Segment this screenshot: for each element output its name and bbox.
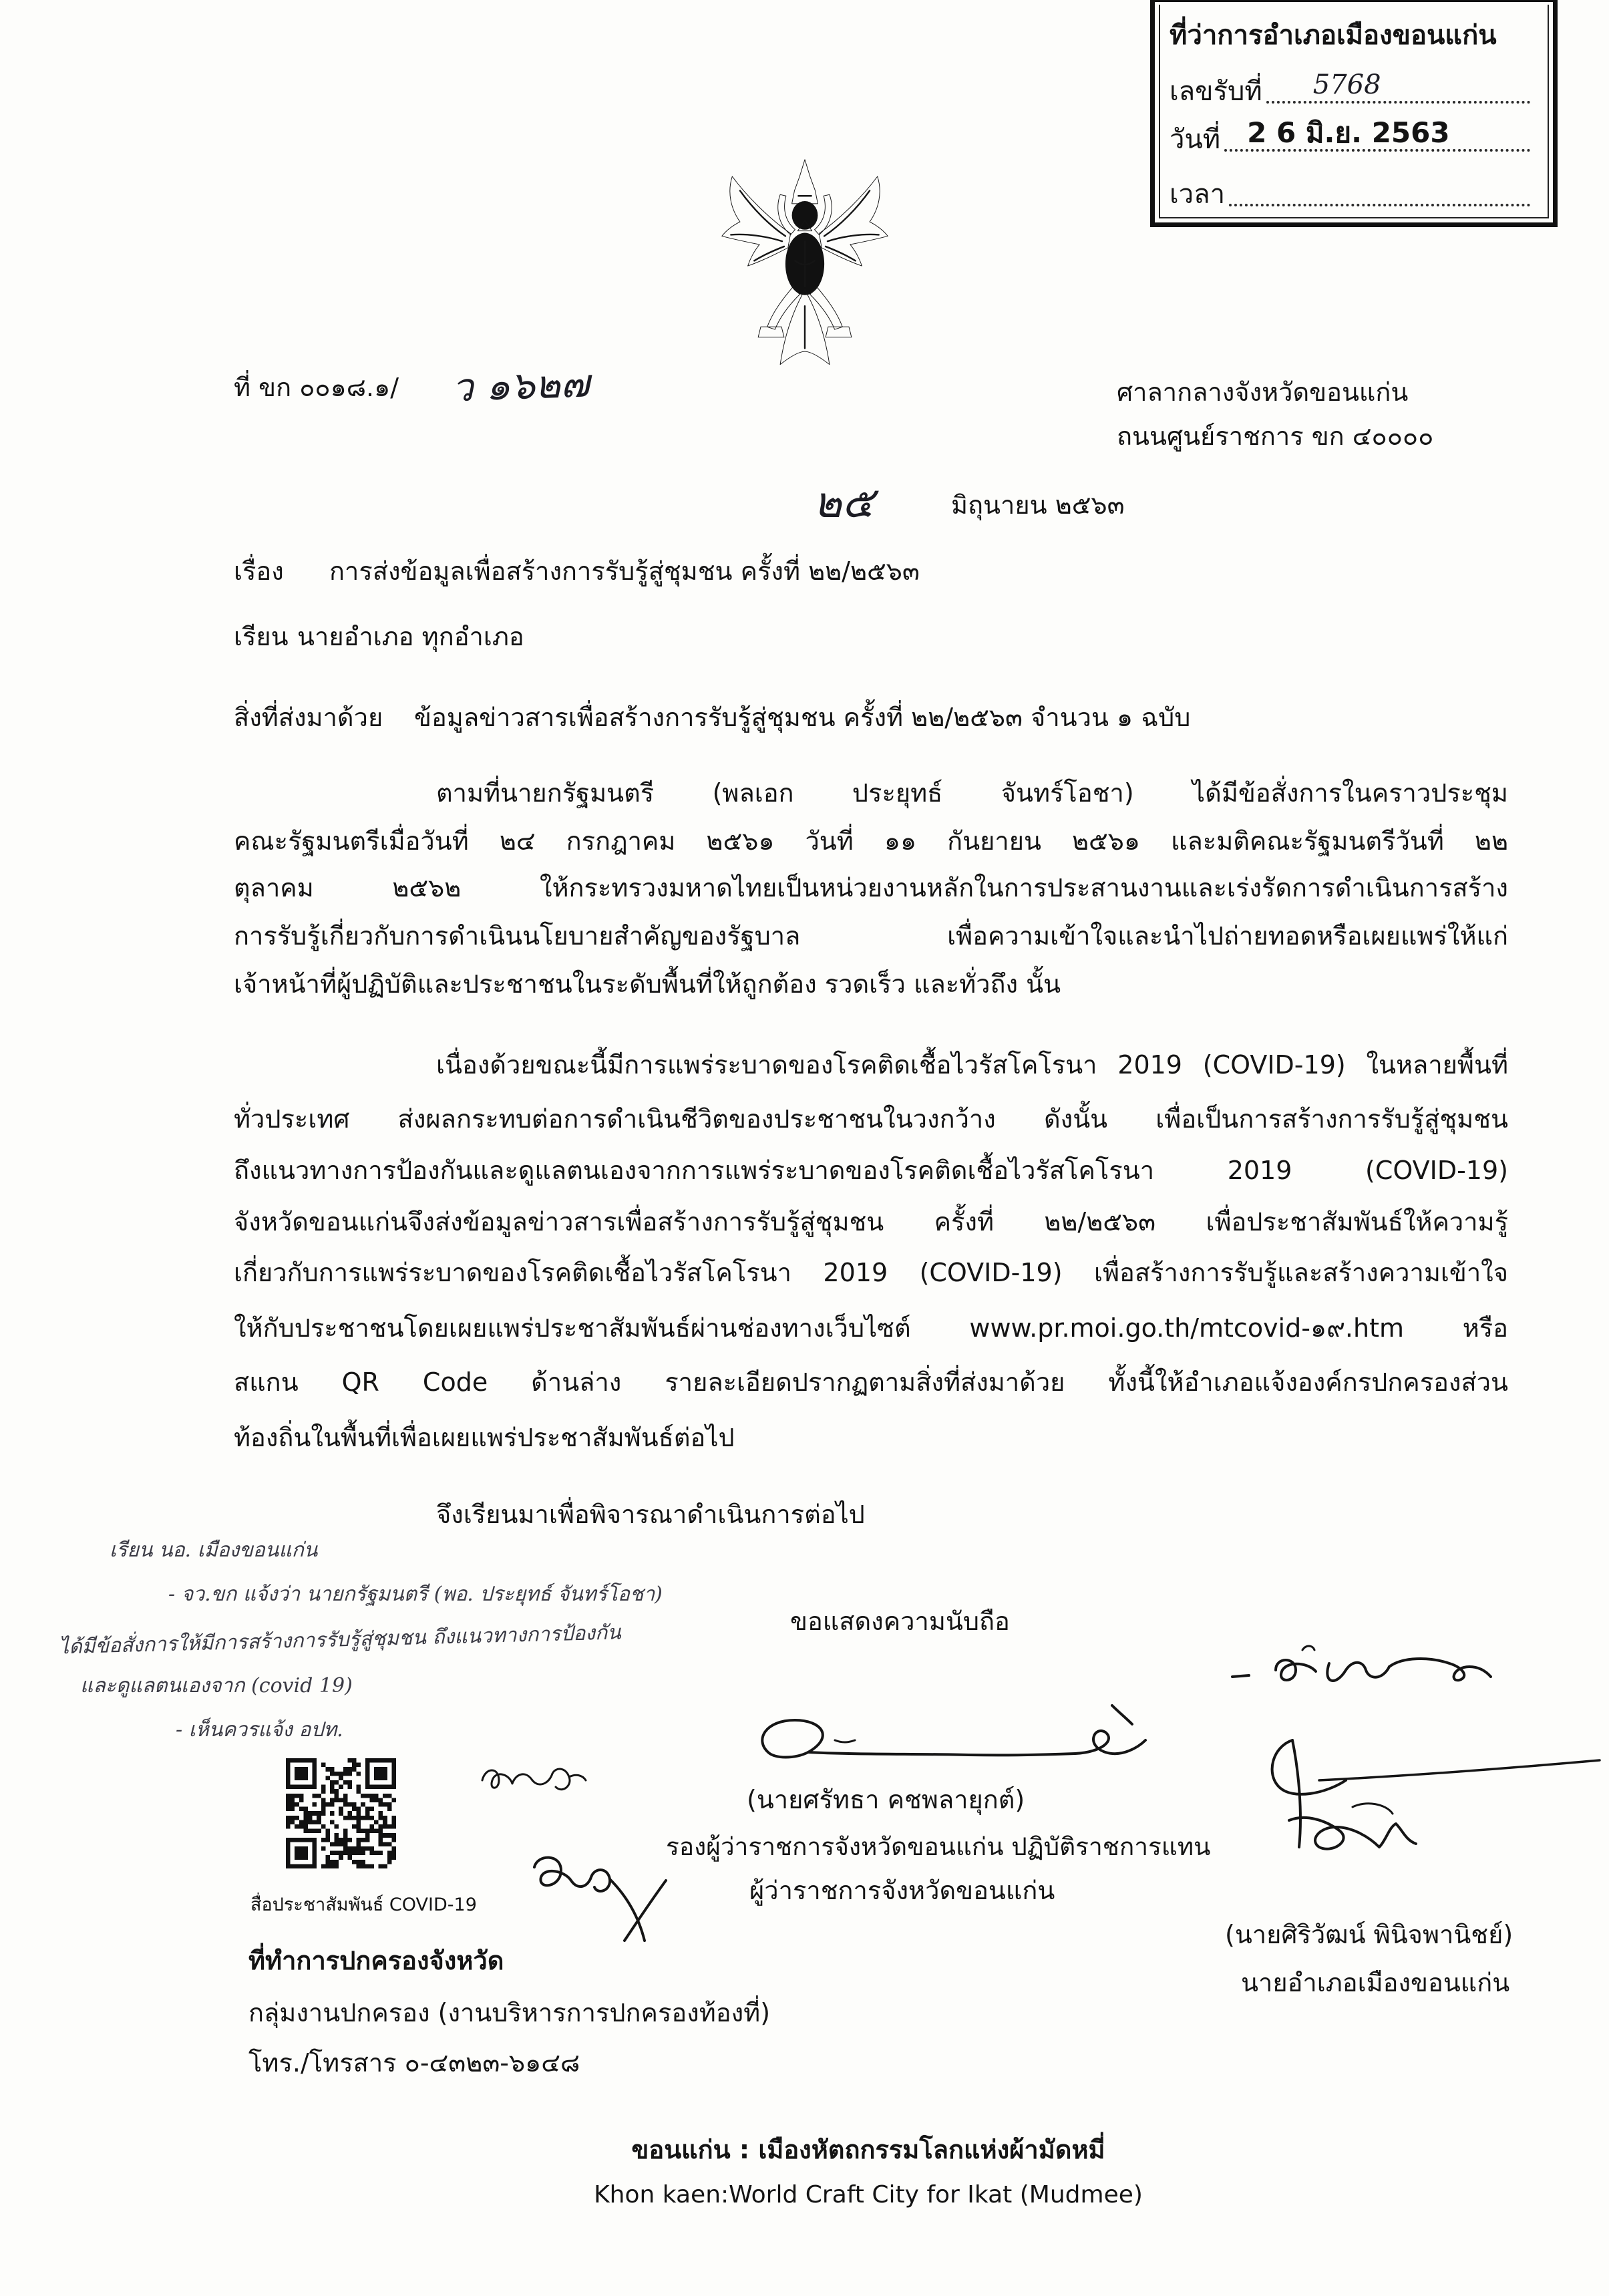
receipt-stamp — [1150, 0, 1558, 227]
footer-slogan-thai: ขอนแก่น : เมืองหัตถกรรมโลกแห่งผ้ามัดหมี่ — [631, 2135, 1105, 2164]
paragraph-2-line: เนื่องด้วยขณะนี้มีการแพร่ระบาดของโรคติดเชื้อไวรัสโคโรนา 2019 (COVID-19) ในหลายพื้นที่ — [436, 1050, 1508, 1080]
stamp-office-text: ที่ว่าการอำเภอเมืองขอนแก่น — [1170, 20, 1497, 51]
paragraph-1-line: การรับรู้เกี่ยวกับการดำเนินนโยบายสำคัญของรัฐบาล เพื่อความเข้าใจและนำไปถ่ายทอดหรือเผยแพร่ให้แก่ — [234, 921, 1508, 951]
paragraph-1-line: ตุลาคม ๒๕๖๒ ให้กระทรวงมหาดไทยเป็นหน่วยงานหลักในการประสานงานและเร่งรัดการดำเนินการสร้าง — [234, 873, 1508, 903]
subject-text: การส่งข้อมูลเพื่อสร้างการรับรู้สู่ชุมชน ครั้งที่ ๒๒/๒๕๖๓ — [329, 556, 920, 586]
date-month-year: มิถุนายน ๒๕๖๓ — [951, 490, 1125, 520]
date-day-handwritten: ๒๕ — [814, 478, 874, 528]
signoff: ขอแสดงความนับถือ — [790, 1607, 1010, 1636]
reference-handwritten: ว ๑๖๒๗ — [450, 360, 590, 411]
footer-slogan-english: Khon kaen:World Craft City for Ikat (Mudmee) — [594, 2181, 1143, 2208]
signer-title-line-2: ผู้ว่าราชการจังหวัดขอนแก่น — [749, 1876, 1055, 1905]
address-line-1: ศาลากลางจังหวัดขอนแก่น — [1117, 377, 1409, 407]
stamp-time-row — [1170, 176, 1530, 213]
paragraph-1-line: ตามที่นายกรัฐมนตรี (พลเอก ประยุทธ์ จันทร์โอชา) ได้มีข้อสั่งการในคราวประชุม — [436, 778, 1508, 808]
paragraph-1-line: เจ้าหน้าที่ผู้ปฏิบัติและประชาชนในระดับพื้นที่ให้ถูกต้อง รวดเร็ว และทั่วถึง นั้น — [234, 969, 1061, 999]
qr-code — [286, 1758, 396, 1868]
stamp-receipt-number: 5768 — [1312, 69, 1381, 100]
closing-request: จึงเรียนมาเพื่อพิจารณาดำเนินการต่อไป — [436, 1500, 865, 1529]
enclosure-label: สิ่งที่ส่งมาด้วย — [234, 703, 383, 732]
enclosure-text: ข้อมูลข่าวสารเพื่อสร้างการรับรู้สู่ชุมชน ครั้งที่ ๒๒/๒๕๖๓ จำนวน ๑ ฉบับ — [414, 703, 1191, 732]
district-officer-name: (นายศิริวัฒน์ พินิจพานิชย์) — [1225, 1920, 1513, 1949]
stamp-time-field — [1229, 174, 1530, 206]
to-label: เรียน — [234, 622, 289, 651]
date-scribble — [524, 1840, 671, 1954]
signer-name: (นายศรัทธา คชพลายุกต์) — [747, 1785, 1025, 1814]
stamp-date-row — [1170, 116, 1530, 158]
stamp-office — [1170, 17, 1530, 54]
stamp-date-label: วันที่ — [1170, 124, 1221, 155]
address-line-2: ถนนศูนย์ราชการ ขก ๔๐๐๐๐ — [1117, 422, 1434, 451]
handwritten-note-line: - จว.ขก แจ้งว่า นายกรัฐมนตรี (พอ. ประยุทธ์ จันทร์โอชา) — [168, 1583, 663, 1606]
district-officer-signature — [1252, 1713, 1603, 1870]
paragraph-2-line: จังหวัดขอนแก่นจึงส่งข้อมูลข่าวสารเพื่อสร้างการรับรู้สู่ชุมชน ครั้งที่ ๒๒/๒๕๖๓ เพื่อประชาสัมพันธ์ให้ความรู้ — [234, 1207, 1508, 1237]
handwritten-note-line: ได้มีข้อสั่งการให้มีการสร้างการรับรู้สู่ชุมชน ถึงแนวทางการป้องกัน — [58, 1621, 622, 1659]
stamp-receipt-label: เลขรับที่ — [1170, 76, 1262, 107]
paragraph-2-line: ให้กับประชาชนโดยเผยแพร่ประชาสัมพันธ์ผ่านช่องทางเว็บไซต์ www.pr.moi.go.th/mtcovid-๑๙.htm หรือ — [234, 1313, 1508, 1343]
paragraph-1-line: คณะรัฐมนตรีเมื่อวันที่ ๒๔ กรกฎาคม ๒๕๖๑ วันที่ ๑๑ กันยายน ๒๕๖๑ และมติคณะรัฐมนตรีวันที่ ๒๒ — [234, 826, 1508, 856]
handwritten-note-line: และดูแลตนเองจาก (covid 19) — [80, 1674, 353, 1697]
stamp-time-label: เวลา — [1170, 179, 1226, 210]
signer-title-line-1: รองผู้ว่าราชการจังหวัดขอนแก่น ปฏิบัติราชการแทน — [666, 1832, 1211, 1861]
initials-scribble — [476, 1747, 589, 1807]
paragraph-2-line: ท้องถิ่นในพื้นที่เพื่อเผยแพร่ประชาสัมพันธ์ต่อไป — [234, 1423, 735, 1452]
contact-office: ที่ทำการปกครองจังหวัด — [248, 1946, 504, 1975]
to-text: นายอำเภอ ทุกอำเภอ — [297, 622, 524, 651]
deputy-governor-signature — [741, 1673, 1155, 1780]
handwritten-note-line: เรียน นอ. เมืองขอนแก่น — [110, 1538, 318, 1562]
stamp-date-value: 2 6 มิ.ย. 2563 — [1247, 116, 1450, 149]
garuda-emblem — [705, 157, 905, 377]
reference-printed: ที่ ขก ๐๐๑๘.๑/ — [234, 373, 399, 402]
paragraph-2-line: สแกน QR Code ด้านล่าง รายละเอียดปรากฏตามสิ่งที่ส่งมาด้วย ทั้งนี้ให้อำเภอแจ้งองค์กรปกครองส่วน — [234, 1367, 1508, 1397]
stamp-date-field — [1224, 116, 1530, 152]
handwritten-note-line: - เห็นควรแจ้ง อปท. — [176, 1718, 343, 1742]
stamp-receipt-row — [1170, 69, 1530, 110]
subject-label: เรื่อง — [234, 556, 284, 586]
paragraph-2-line: ทั่วประเทศ ส่งผลกระทบต่อการดำเนินชีวิตของประชาชนในวงกว้าง ดังนั้น เพื่อเป็นการสร้างการรับรู้สู่ชุมชน — [234, 1104, 1508, 1134]
stamp-receipt-field — [1266, 71, 1530, 104]
qr-caption: สื่อประชาสัมพันธ์ COVID-19 — [250, 1895, 477, 1915]
paragraph-2-line: ถึงแนวทางการป้องกันและดูแลตนเองจากการแพร่ระบาดของโรคติดเชื้อไวรัสโคโรนา 2019 (COVID-19) — [234, 1156, 1508, 1185]
paragraph-2-line: เกี่ยวกับการแพร่ระบาดของโรคติดเชื้อไวรัสโคโรนา 2019 (COVID-19) เพื่อสร้างการรับรู้และสร้างความเข้าใจ — [234, 1258, 1508, 1287]
contact-division: กลุ่มงานปกครอง (งานบริหารการปกครองท้องที่) — [248, 1998, 771, 2027]
district-officer-title: นายอำเภอเมืองขอนแก่น — [1241, 1968, 1510, 1997]
contact-phone: โทร./โทรสาร ๐-๔๓๒๓-๖๑๔๘ — [248, 2048, 580, 2078]
district-note-signature — [1229, 1630, 1496, 1703]
